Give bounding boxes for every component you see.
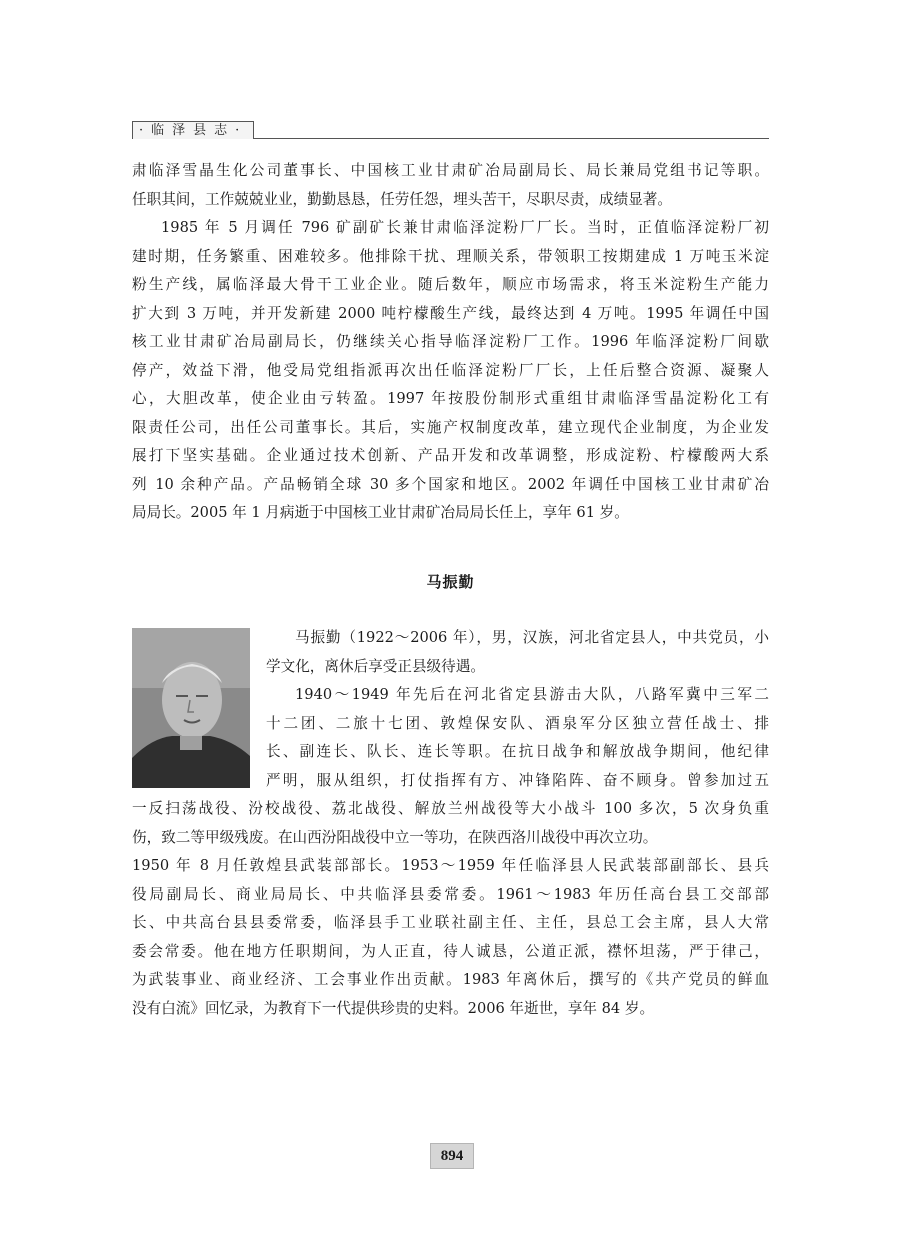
section-title: 马振勤 <box>426 573 475 591</box>
text-line: 扩大到 3 万吨，并开发新建 2000 吨柠檬酸生产线，最终达到 4 万吨。1995 年调任中国 <box>132 304 769 322</box>
text-line: 为武装事业、商业经济、工会事业作出贡献。1983 年离休后，撰写的《共产党员的鲜血 <box>132 971 769 988</box>
running-header-title: ·临泽县志· <box>132 121 254 139</box>
text-line: 任职其间，工作兢兢业业，勤勤恳恳，任劳任怨，埋头苦干，尽职尽责，成绩显著。 <box>132 190 672 208</box>
text-line: 限责任公司，出任公司董事长。其后，实施产权制度改革，建立现代企业制度，为企业发 <box>132 418 769 436</box>
text-line: 1985 年 5 月调任 796 矿副矿长兼甘肃临泽淀粉厂厂长。当时，正值临泽淀粉厂初 <box>161 219 769 236</box>
previous-biography-text <box>132 157 769 528</box>
text-line: 役局副局长、商业局局长、中共临泽县委常委。1961～1983 年历任高台县工交部部 <box>132 885 769 903</box>
portrait-photo <box>132 628 250 788</box>
text-line: 局局长。2005 年 1 月病逝于中国核工业甘肃矿冶局局长任上，享年 61 岁。 <box>132 504 629 521</box>
text-line: 心，大胆改革，使企业由亏转盈。1997 年按股份制形式重组甘肃临泽雪晶淀粉化工有 <box>132 390 769 407</box>
text-line: 十二团、二旅十七团、敦煌保安队、酒泉军分区独立营任战士、排 <box>266 714 769 732</box>
portrait-illustration <box>132 628 250 788</box>
text-line: 展打下坚实基础。企业通过技术创新、产品开发和改革调整，形成淀粉、柠檬酸两大系 <box>132 447 769 464</box>
text-line: 长、副连长、队长、连长等职。在抗日战争和解放战争期间，他纪律 <box>266 743 769 760</box>
running-header <box>132 121 769 139</box>
text-line: 学文化，离休后享受正县级待遇。 <box>266 657 485 675</box>
text-line: 委会常委。他在地方任职期间，为人正直，待人诚恳，公道正派，襟怀坦荡，严于律己， <box>132 942 769 960</box>
text-line: 严明，服从组织，打仗指挥有方、冲锋陷阵、奋不顾身。曾参加过五 <box>266 771 769 789</box>
text-line: 肃临泽雪晶生化公司董事长、中国核工业甘肃矿冶局副局长、局长兼局党组书记等职。 <box>132 162 769 179</box>
text-line: 停产，效益下滑，他受局党组指派再次出任临泽淀粉厂厂长，上任后整合资源、凝聚人 <box>132 361 769 379</box>
text-line: 伤，致二等甲级残废。在山西汾阳战役中立一等功，在陕西洛川战役中再次立功。 <box>132 828 658 846</box>
text-line: 建时期，任务繁重、困难较多。他排除干扰、理顺关系，带领职工按期建成 1 万吨玉米淀 <box>132 247 769 265</box>
text-line: 粉生产线，属临泽最大骨干工业企业。随后数年，顺应市场需求，将玉米淀粉生产能力 <box>132 276 769 293</box>
text-line: 1940～1949 年先后在河北省定县游击大队，八路军冀中三军二 <box>295 686 769 703</box>
text-line: 马振勤（1922～2006 年），男，汉族，河北省定县人，中共党员，小 <box>295 629 769 646</box>
biography-full-text <box>132 795 769 1023</box>
text-line: 1950 年 8 月任敦煌县武装部部长。1953～1959 年任临泽县人民武装部副部长、县兵 <box>132 857 769 874</box>
text-line: 长、中共高台县县委常委，临泽县手工业联社副主任、主任，县总工会主席，县人大常 <box>132 914 769 931</box>
text-line: 没有白流》回忆录，为教育下一代提供珍贵的史料。2006 年逝世，享年 84 岁。 <box>132 999 655 1017</box>
text-line: 核工业甘肃矿冶局副局长，仍继续关心指导临泽淀粉厂工作。1996 年临泽淀粉厂间歇 <box>132 333 769 350</box>
biography-wrap-text <box>266 624 769 795</box>
text-line: 列 10 余种产品。产品畅销全球 30 多个国家和地区。2002 年调任中国核工业甘肃矿冶 <box>132 475 769 493</box>
page-number: 894 <box>430 1143 474 1169</box>
text-line: 一反扫荡战役、汾校战役、荔北战役、解放兰州战役等大小战斗 100 多次，5 次身负重 <box>132 800 769 817</box>
